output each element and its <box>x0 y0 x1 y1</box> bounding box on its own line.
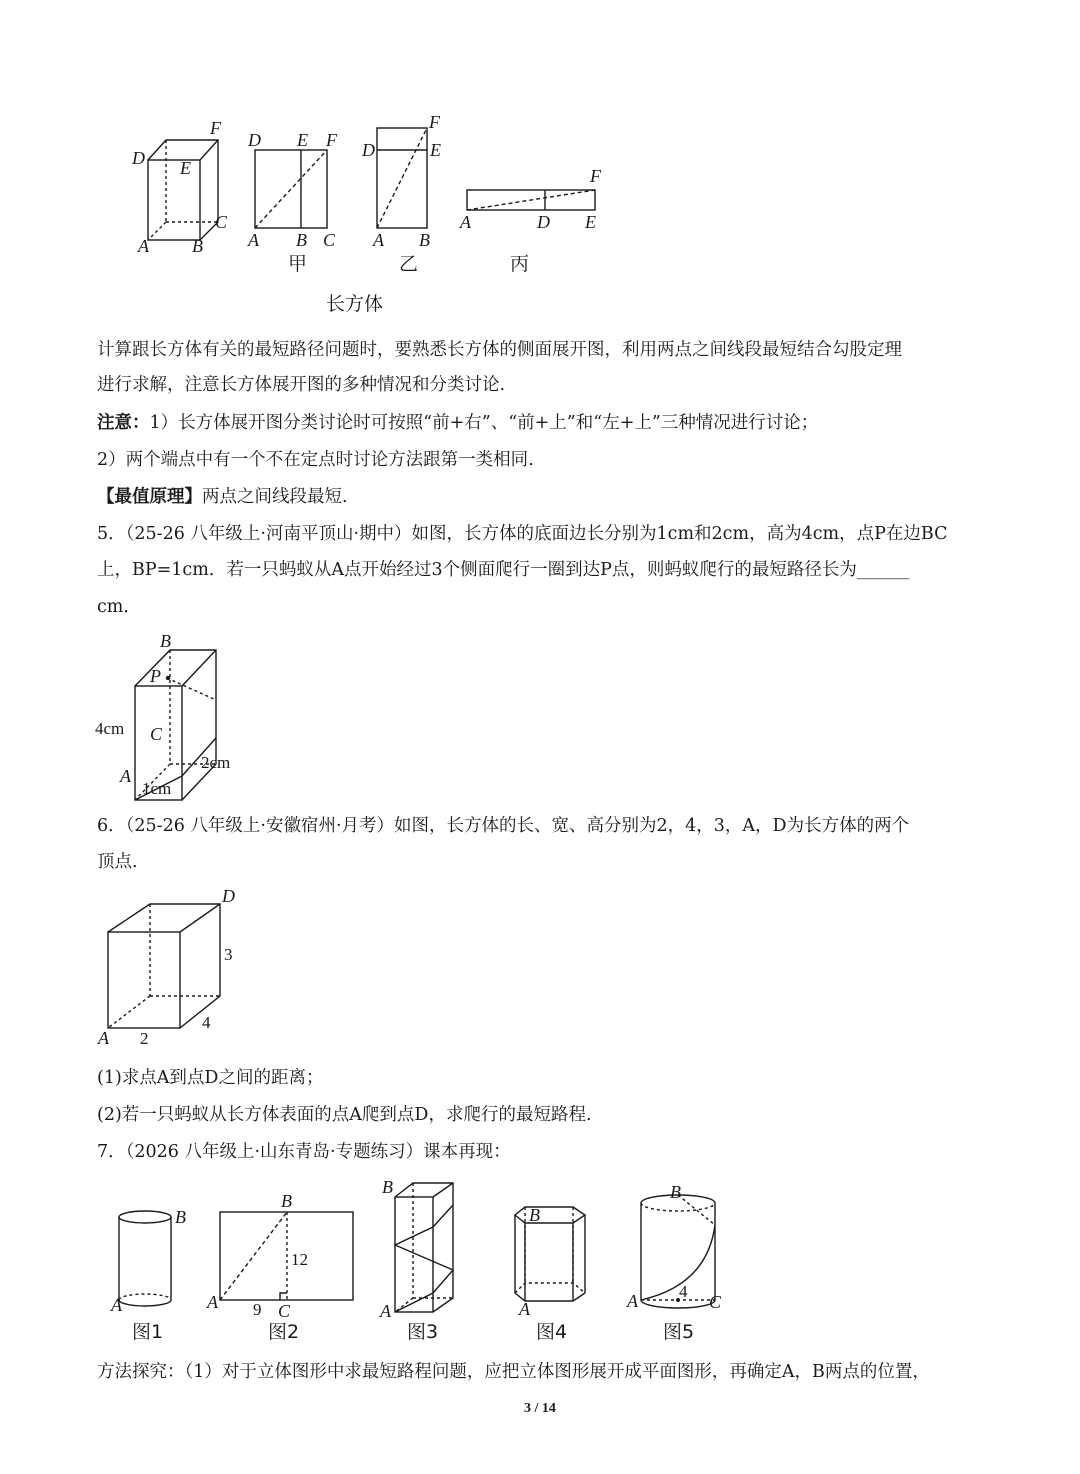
principle: 【最值原理】两点之间线段最短. <box>97 487 348 507</box>
svg-text:C: C <box>323 230 336 250</box>
caption-yi: 乙 <box>399 253 419 275</box>
svg-text:B: B <box>175 1207 186 1227</box>
q7-line-1: 7．（2026 八年级上·山东青岛·专题练习）课本再现： <box>97 1142 511 1162</box>
caption-bing: 丙 <box>510 253 530 275</box>
label-B: B <box>192 236 203 256</box>
label-D: D <box>132 148 145 168</box>
svg-text:A: A <box>248 230 259 250</box>
svg-text:A: A <box>460 212 471 232</box>
svg-text:A: A <box>207 1292 218 1312</box>
svg-text:E: E <box>297 130 308 150</box>
q5-line-2: 上，BP=1cm．若一只蚂蚁从A点开始经过3个侧面爬行一圈到达P点，则蚂蚁爬行的最短路径长为______ <box>97 560 910 580</box>
svg-text:B: B <box>382 1177 393 1197</box>
svg-text:9: 9 <box>253 1300 262 1319</box>
svg-text:2: 2 <box>140 1029 149 1048</box>
svg-text:4cm: 4cm <box>95 719 125 738</box>
q6-line-2: 顶点. <box>97 852 138 872</box>
svg-text:D: D <box>537 212 550 232</box>
svg-text:A: A <box>111 1295 122 1315</box>
svg-text:B: B <box>419 230 430 250</box>
svg-text:F: F <box>590 166 601 186</box>
intro-line-1: 计算跟长方体有关的最短路径问题时，要熟悉长方体的侧面展开图，利用两点之间线段最短结合勾股定理 <box>97 340 902 360</box>
svg-text:A: A <box>98 1028 109 1048</box>
svg-text:E: E <box>430 140 441 160</box>
svg-text:C: C <box>709 1292 722 1312</box>
svg-text:A: A <box>519 1299 530 1319</box>
svg-text:1cm: 1cm <box>142 779 172 798</box>
svg-text:4: 4 <box>679 1282 688 1301</box>
svg-text:P: P <box>150 666 161 686</box>
svg-text:B: B <box>160 631 171 651</box>
principle-label: 【最值原理】 <box>97 487 202 507</box>
svg-text:D: D <box>248 130 261 150</box>
caption-fig5: 图5 <box>663 1321 695 1343</box>
svg-text:A: A <box>627 1291 638 1311</box>
note-line-2: 2）两个端点中有一个不在定点时讨论方法跟第一类相同. <box>97 450 534 470</box>
svg-text:C: C <box>150 724 163 744</box>
q6-cuboid-figure <box>90 882 250 1052</box>
svg-text:B: B <box>281 1191 292 1211</box>
q6-sub-1: (1)求点A到点D之间的距离； <box>97 1068 324 1088</box>
svg-text:A: A <box>120 766 131 786</box>
caption-jia: 甲 <box>288 253 308 275</box>
svg-text:F: F <box>429 112 440 132</box>
label-E: E <box>180 158 191 178</box>
q5-line-3: cm． <box>97 597 141 617</box>
q7-figures <box>95 1175 745 1350</box>
svg-text:A: A <box>380 1301 391 1321</box>
q7-method: 方法探究：（1）对于立体图形中求最短路程问题，应把立体图形展开成平面图形，再确定A，B两点的位置， <box>97 1362 930 1382</box>
svg-text:3: 3 <box>224 945 233 964</box>
q5-cuboid-figure <box>90 628 260 808</box>
caption-fig1: 图1 <box>132 1321 164 1343</box>
svg-text:2cm: 2cm <box>201 753 231 772</box>
label-A: A <box>138 236 149 256</box>
label-C: C <box>215 212 228 232</box>
svg-text:F: F <box>326 130 337 150</box>
q5-line-1: 5．（25-26 八年级上·河南平顶山·期中）如图，长方体的底面边长分别为1cm和2cm，高为4cm，点P在边BC <box>97 524 948 544</box>
svg-text:E: E <box>585 212 596 232</box>
page-number: 3 / 14 <box>524 1401 556 1416</box>
svg-text:D: D <box>222 886 235 906</box>
svg-text:B: B <box>670 1182 681 1202</box>
svg-text:C: C <box>278 1301 291 1321</box>
note-label: 注意： <box>97 413 150 433</box>
caption-fig4: 图4 <box>536 1321 568 1343</box>
svg-text:D: D <box>362 140 375 160</box>
svg-text:A: A <box>373 230 384 250</box>
cuboid-unfold-figure <box>120 110 640 340</box>
figure-title: 长方体 <box>326 293 384 315</box>
q6-line-1: 6．（25-26 八年级上·安徽宿州·月考）如图，长方体的长、宽、高分别为2，4，3，A，D为长方体的两个 <box>97 816 910 836</box>
label-F: F <box>210 118 221 138</box>
svg-text:12: 12 <box>291 1250 308 1269</box>
caption-fig3: 图3 <box>407 1321 439 1343</box>
caption-fig2: 图2 <box>268 1321 300 1343</box>
svg-text:4: 4 <box>202 1013 211 1032</box>
intro-line-2: 进行求解，注意长方体展开图的多种情况和分类讨论. <box>97 375 506 395</box>
svg-text:B: B <box>529 1205 540 1225</box>
q6-sub-2: (2)若一只蚂蚁从长方体表面的点A爬到点D，求爬行的最短路程. <box>97 1105 592 1125</box>
note-line-1: 注意：1）长方体展开图分类讨论时可按照“前+右”、“前+上”和“左+上”三种情况进行讨论； <box>97 413 819 433</box>
svg-text:B: B <box>296 230 307 250</box>
